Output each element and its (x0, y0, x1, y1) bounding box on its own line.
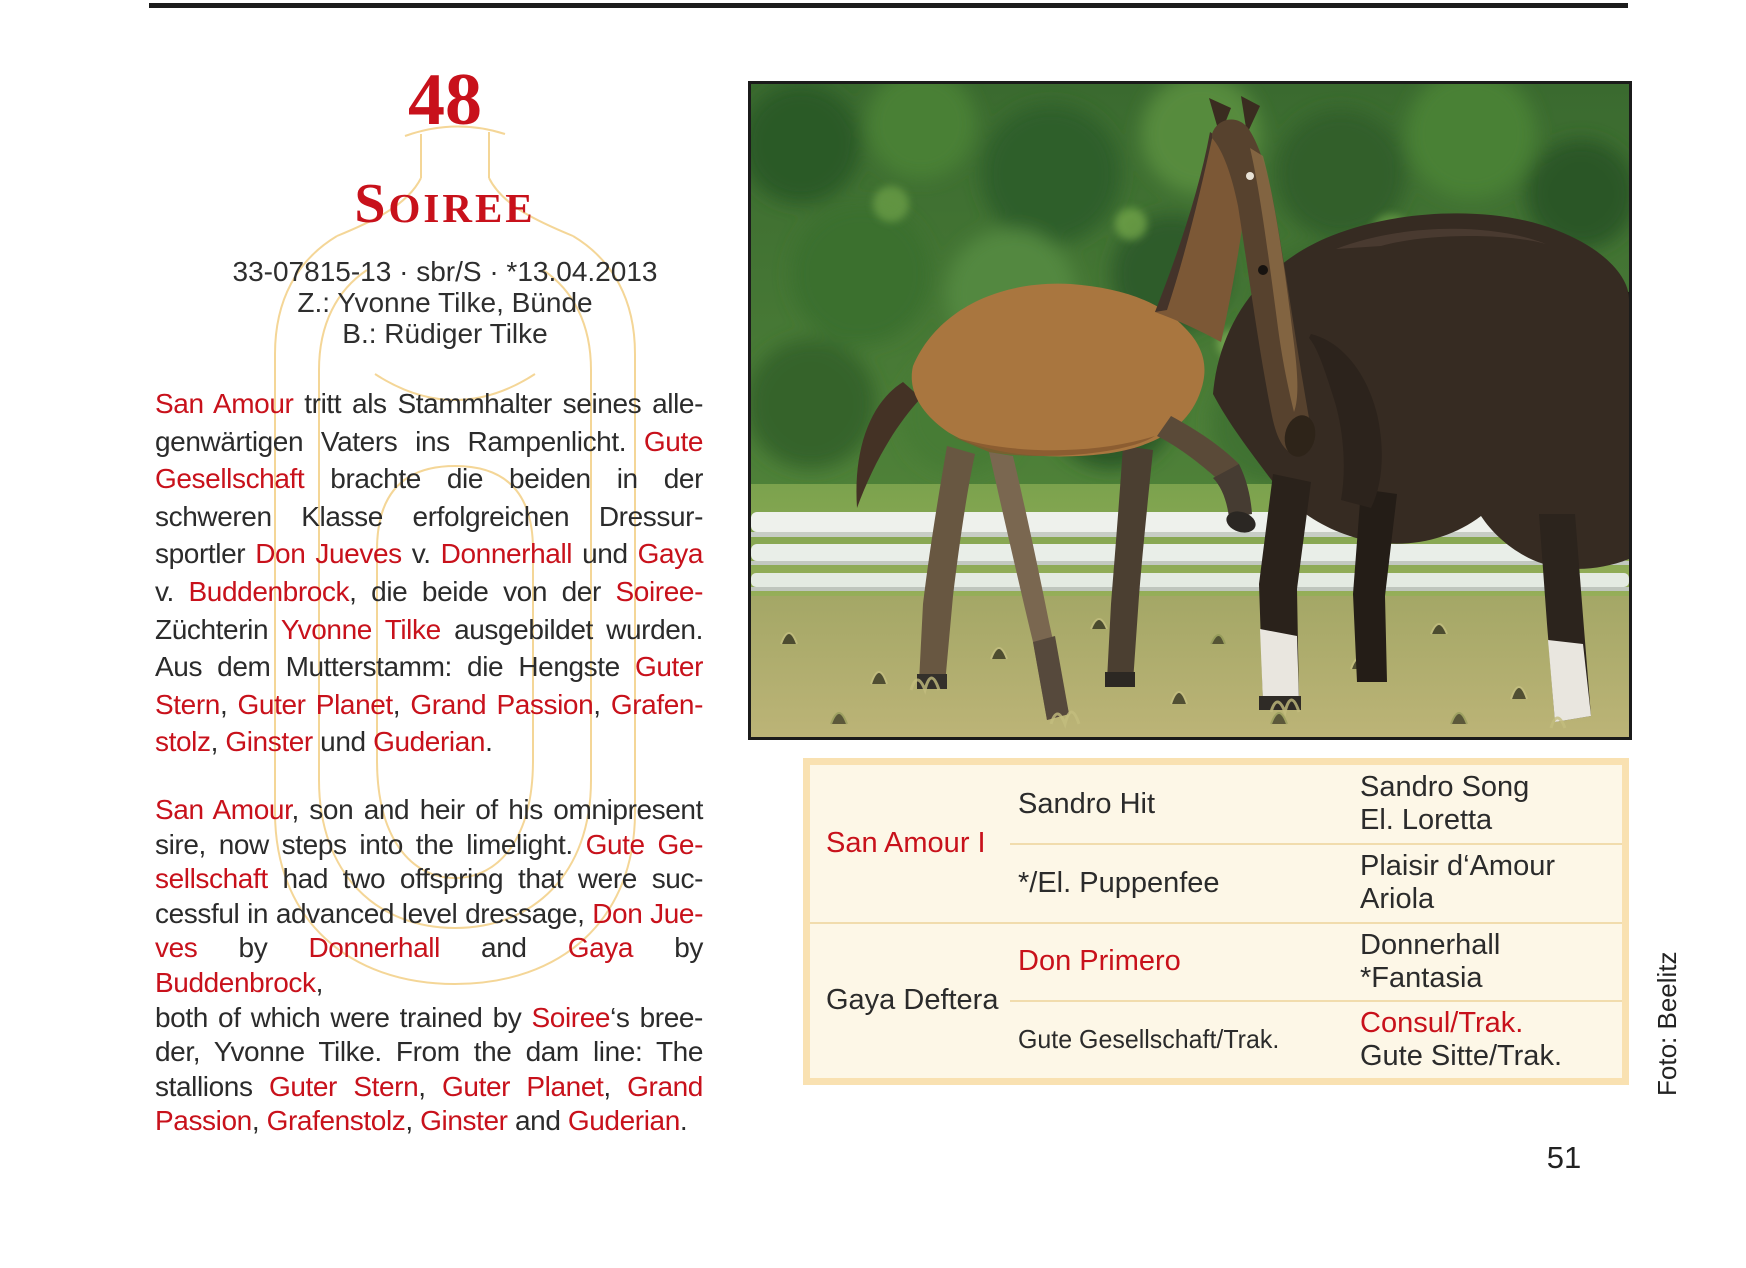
highlighted-name: sellschaft (155, 863, 268, 895)
pedigree-dam-name-label: Gaya Deftera (826, 984, 999, 1017)
highlighted-name: Ginster (420, 1105, 508, 1137)
foal-photo (748, 81, 1632, 740)
text-line (155, 1104, 703, 1139)
highlighted-name: Donnerhall (308, 932, 440, 964)
highlighted-name: Buddenbrock (155, 966, 316, 998)
body-text: , (593, 688, 611, 720)
body-text: brachte die beiden in der (304, 463, 703, 495)
horse-name (160, 173, 730, 236)
pedigree-label: */El. Puppenfee (1018, 866, 1220, 899)
body-text: schweren Klasse erfolgreichen Dressur- (155, 500, 703, 532)
pedigree-cell-sire-dam (1010, 843, 1352, 921)
pedigree-cell-dam-dam-parents (1352, 1000, 1622, 1078)
pedigree-sire-name-label: San Amour I (826, 826, 986, 859)
text-line (155, 1001, 703, 1036)
text-line (155, 897, 703, 932)
body-text: and (507, 1105, 568, 1137)
pedigree-label: Sandro Hit (1018, 787, 1156, 820)
body-text: tritt als Stammhalter seines alle- (293, 388, 703, 419)
body-text: cessful in advanced level dressage, (155, 897, 593, 929)
lot-number: 48 (408, 59, 482, 141)
body-text: v. (155, 575, 189, 607)
body-text: Züchterin (155, 613, 281, 645)
body-text: by (197, 932, 309, 964)
pedigree-label: Donnerhall (1360, 928, 1501, 961)
body-text: und (312, 726, 374, 758)
pedigree-dam-name (810, 922, 1010, 1079)
highlighted-name: Passion (155, 1105, 252, 1137)
highlighted-name: stolz (155, 726, 211, 758)
body-text: ausgebildet wurden. (440, 613, 703, 645)
body-text: , (418, 1070, 443, 1102)
pedigree-label: Ariola (1360, 883, 1435, 916)
highlighted-name: Soiree- (615, 575, 703, 607)
highlighted-name: Donnerhall (440, 538, 573, 570)
highlighted-name: Gesellschaft (155, 463, 305, 495)
text-line (155, 793, 703, 828)
text-line (155, 611, 703, 649)
text-line (155, 385, 703, 423)
body-text: and (439, 932, 568, 964)
body-text: , (251, 1105, 267, 1137)
text-line (155, 686, 703, 724)
page-number: 51 (1546, 1140, 1582, 1175)
body-text: Aus dem Mutterstamm: die Hengste (155, 651, 635, 683)
body-text: by (633, 932, 703, 964)
body-text: , (603, 1070, 628, 1102)
pedigree-label: Plaisir d‘Amour (1360, 850, 1555, 883)
text-line (155, 1070, 703, 1105)
pedigree-label: Gute Sitte/Trak. (1360, 1039, 1562, 1072)
body-text: had two offspring that were suc- (267, 863, 703, 895)
body-text: , (315, 966, 323, 998)
text-line (155, 1035, 703, 1070)
header-block (160, 0, 730, 360)
highlighted-name: Soiree (531, 1001, 611, 1033)
photo-credit: Foto: Beelitz (1652, 951, 1682, 1096)
body-text: , (210, 726, 226, 758)
pedigree-label: Sandro Song (1360, 771, 1530, 804)
pedigree-label: Consul/Trak. (1360, 1006, 1524, 1039)
text-line (155, 648, 703, 686)
highlighted-name: Guter Planet (442, 1070, 604, 1102)
pedigree-table (803, 758, 1629, 1085)
highlighted-name: San Amour (155, 388, 294, 419)
text-line (155, 498, 703, 536)
pedigree-cell-sire-sire-parents (1352, 765, 1622, 843)
body-text: , son and heir of his omnipresent (291, 794, 703, 825)
text-line (155, 460, 703, 498)
highlighted-name: Gute Ge- (585, 828, 703, 860)
body-text: . (485, 726, 493, 758)
highlighted-name: Gaya (567, 932, 634, 964)
highlighted-name: Grafenstolz (266, 1105, 406, 1137)
highlighted-name: Gaya (637, 538, 703, 570)
highlighted-name: Don Jue- (592, 897, 703, 929)
highlighted-name: Guter (634, 651, 703, 683)
pedigree-cell-sire-sire (1010, 765, 1352, 843)
body-text: , (405, 1105, 421, 1137)
body-text: , die beide von der (349, 575, 616, 607)
highlighted-name: Don Jueves (255, 538, 402, 570)
pedigree-cell-dam-sire-parents (1352, 922, 1622, 1000)
horse-name-initial: S (354, 173, 389, 235)
text-line (155, 423, 703, 461)
highlighted-name: San Amour (155, 794, 292, 825)
pedigree-sire-name (810, 765, 1010, 922)
highlighted-name: Buddenbrock (188, 575, 350, 607)
pedigree-label: Don Primero (1018, 945, 1181, 978)
highlighted-name: Ginster (225, 726, 313, 758)
highlighted-name: Guderian (567, 1105, 680, 1137)
text-line (155, 931, 703, 1000)
body-text: stallions (155, 1070, 269, 1102)
text-line (155, 573, 703, 611)
owner-line: B.: Rüdiger Tilke (342, 318, 548, 349)
body-text: und (572, 538, 638, 570)
body-text: both of which were trained by (155, 1001, 532, 1033)
text-line (155, 828, 703, 863)
body-text: , (392, 688, 411, 720)
body-text: , (219, 688, 238, 720)
pedigree-cell-sire-dam-parents (1352, 843, 1622, 921)
horse-name-rest: OIREE (388, 185, 536, 231)
pedigree-label: El. Loretta (1360, 804, 1493, 837)
highlighted-name: Guter Planet (237, 688, 393, 720)
breeder-line: Z.: Yvonne Tilke, Bünde (297, 287, 593, 318)
registration-line: 33-07815-13 · sbr/S · *13.04.2013 (232, 256, 658, 287)
body-text: der, Yvonne Tilke. From the dam line: The (155, 1036, 703, 1068)
pedigree-label: *Fantasia (1360, 961, 1483, 994)
grass-foreground (751, 596, 1629, 737)
highlighted-name: Grafen- (610, 688, 703, 720)
text-line (155, 862, 703, 897)
pedigree-cell-dam-dam (1010, 1000, 1352, 1078)
highlighted-name: Yvonne Tilke (280, 613, 441, 645)
highlighted-name: Guderian (373, 726, 486, 758)
highlighted-name: Gute (643, 425, 703, 457)
text-line (155, 535, 703, 573)
highlighted-name: Guter Stern (268, 1070, 419, 1102)
body-text: v. (401, 538, 441, 570)
body-text: sportler (155, 538, 256, 570)
german-paragraph (155, 385, 703, 761)
highlighted-name: Stern (155, 688, 220, 720)
text-line (155, 723, 703, 761)
highlighted-name: Grand Passion (410, 688, 594, 720)
body-text: . (679, 1105, 688, 1137)
pedigree-cell-dam-sire (1010, 922, 1352, 1000)
horse-info (160, 256, 730, 349)
highlighted-name: ves (155, 932, 198, 964)
body-text: ‘s bree- (610, 1001, 703, 1033)
body-text: sire, now steps into the limelight. (155, 828, 586, 860)
body-text: genwärtigen Vaters ins Rampenlicht. (155, 425, 644, 457)
pedigree-label: Gute Gesellschaft/Trak. (1018, 1024, 1280, 1055)
highlighted-name: Grand (627, 1070, 703, 1102)
english-paragraph (155, 793, 703, 1139)
